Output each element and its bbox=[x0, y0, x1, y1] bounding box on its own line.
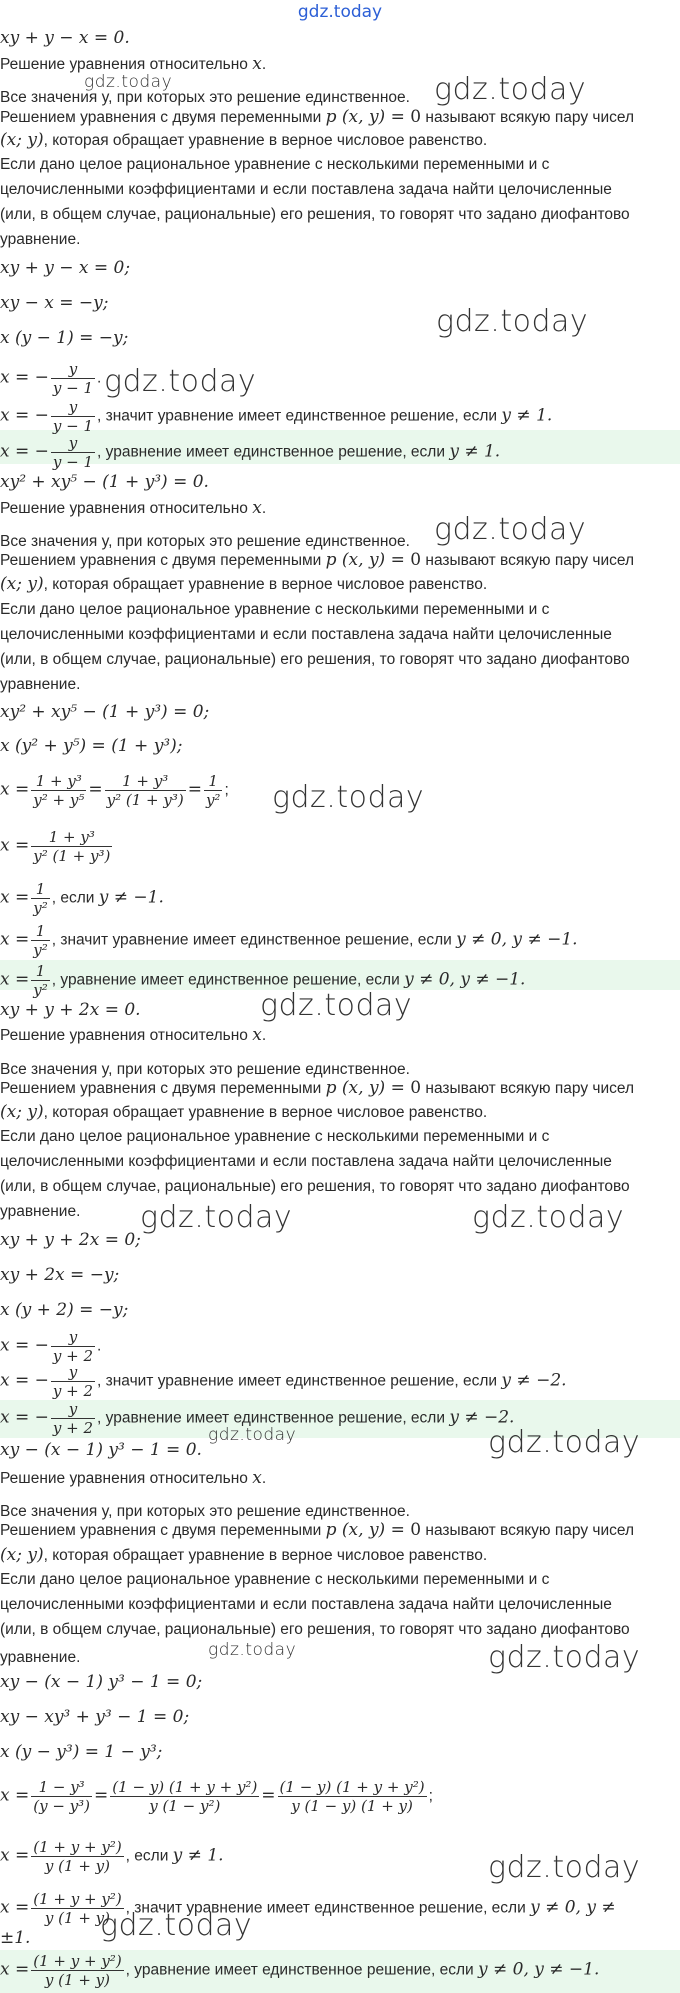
watermark: gdz.today bbox=[434, 512, 587, 547]
watermark: gdz.today bbox=[488, 1425, 641, 1460]
diophantine-text: уравнение. bbox=[0, 1203, 81, 1220]
step: x (y + 2) = −y; bbox=[0, 1300, 129, 1320]
answer-line: x = − $\frac{y}{y + 2}$ , уравнение имеет единственное решение, если y ≠ −2. bbox=[0, 1400, 515, 1437]
watermark: gdz.today bbox=[100, 1908, 253, 1943]
problem-equation: xy + y + 2x = 0. bbox=[0, 1000, 141, 1020]
solve-line: Решение уравнения относительно x. bbox=[0, 1025, 267, 1045]
step-fraction: x = − $\frac{y}{y + 2}$ . bbox=[0, 1328, 102, 1365]
watermark: gdz.today bbox=[488, 1850, 641, 1885]
diophantine-text: уравнение. bbox=[0, 1649, 81, 1666]
problem-equation: xy − (x − 1) y³ − 1 = 0. bbox=[0, 1440, 202, 1460]
site-logo[interactable]: gdz.today bbox=[297, 2, 383, 22]
step-fraction: x = $\frac{\text{1 + y³}}{\text{y² + y⁵}}$ = $\frac{\text{1 + y³}}{\text{y² (1 + y³)}}$ = $\frac{1}{\text{y²}}$ ; bbox=[0, 772, 229, 809]
diophantine-text: Если дано целое рациональное уравнение с несколькими переменными и с bbox=[0, 1128, 550, 1145]
answer-line: x = $\frac{\text{(1 + y + y²)}}{y (1 + y)}$ , уравнение имеет единственное решение, если y ≠ 0, y ≠ −1. bbox=[0, 1952, 600, 1989]
definition-line: Решением уравнения с двумя переменными p (x, y) = 0 называют всякую пару чисел bbox=[0, 1078, 635, 1098]
step-fraction: x = $\frac{1}{\text{y²}}$ , значит уравнение имеет единственное решение, если y ≠ 0, y ≠ −1. bbox=[0, 922, 578, 959]
diophantine-text: Если дано целое рациональное уравнение с несколькими переменными и с bbox=[0, 156, 550, 173]
problem-equation: xy² + xy⁵ − (1 + y³) = 0. bbox=[0, 472, 209, 492]
all-values-line: Все значения y, при которых это решение единственное. bbox=[0, 1061, 410, 1078]
answer-line: x = − $\frac{y}{y - 1}$ , уравнение имеет единственное решение, если y ≠ 1. bbox=[0, 434, 501, 471]
step-fraction: x = − $\frac{y}{y + 2}$ , значит уравнение имеет единственное решение, если y ≠ −2. bbox=[0, 1363, 567, 1400]
diophantine-text: (или, в общем случае, рациональные) его решения, то говорят что задано диофантово bbox=[0, 1178, 630, 1195]
diophantine-text: уравнение. bbox=[0, 231, 81, 248]
watermark: gdz.today bbox=[472, 1200, 625, 1235]
solve-line: Решение уравнения относительно x. bbox=[0, 1468, 267, 1488]
diophantine-text: (или, в общем случае, рациональные) его решения, то говорят что задано диофантово bbox=[0, 206, 630, 223]
step: xy − xy³ + y³ − 1 = 0; bbox=[0, 1707, 190, 1727]
watermark: gdz.today bbox=[208, 1425, 297, 1445]
problem-equation: xy + y − x = 0. bbox=[0, 28, 130, 48]
diophantine-text: уравнение. bbox=[0, 676, 81, 693]
definition-line-2: (x; y), которая обращает уравнение в верное числовое равенство. bbox=[0, 574, 488, 594]
step-fraction: x = $\frac{1}{\text{y²}}$ , если y ≠ −1. bbox=[0, 880, 164, 917]
watermark: gdz.today bbox=[208, 1640, 297, 1660]
diophantine-text: (или, в общем случае, рациональные) его решения, то говорят что задано диофантово bbox=[0, 651, 630, 668]
step: x (y − 1) = −y; bbox=[0, 328, 129, 348]
diophantine-text: целочисленными коэффициентами и если поставлена задача найти целочисленные bbox=[0, 1596, 612, 1613]
diophantine-text: Если дано целое рациональное уравнение с несколькими переменными и с bbox=[0, 601, 550, 618]
diophantine-text: целочисленными коэффициентами и если поставлена задача найти целочисленные bbox=[0, 626, 612, 643]
diophantine-text: целочисленными коэффициентами и если поставлена задача найти целочисленные bbox=[0, 1153, 612, 1170]
step: xy + 2x = −y; bbox=[0, 1265, 120, 1285]
diophantine-text: целочисленными коэффициентами и если поставлена задача найти целочисленные bbox=[0, 181, 612, 198]
watermark: gdz.today bbox=[104, 364, 257, 399]
watermark: gdz.today bbox=[272, 780, 425, 815]
all-values-line: Все значения y, при которых это решение единственное. bbox=[0, 89, 410, 106]
step-fraction: x = $\frac{\text{(1 + y + y²)}}{y (1 + y)}$ , значит уравнение имеет единственное решение, если y ≠ 0, y ≠ bbox=[0, 1890, 616, 1927]
step: x (y² + y⁵) = (1 + y³); bbox=[0, 736, 183, 756]
all-values-line: Все значения y, при которых это решение единственное. bbox=[0, 533, 410, 550]
watermark: gdz.today bbox=[436, 304, 589, 339]
step-fraction: x = $\frac{\text{1 − y³}}{\text{(y − y³)}}$ = $\frac{\text{(1 − y) (1 + y + y²)}}{\text{y (1 − y²)}}$ = $\frac{\text{(1 − y) (1 + y + y²)}}{y (1 - y) (1 + y)}$ ; bbox=[0, 1778, 433, 1815]
definition-line-2: (x; y), которая обращает уравнение в верное числовое равенство. bbox=[0, 130, 488, 150]
solve-line: Решение уравнения относительно x. bbox=[0, 498, 267, 518]
step: xy − x = −y; bbox=[0, 293, 109, 313]
definition-line: Решением уравнения с двумя переменными p (x, y) = 0 называют всякую пару чисел bbox=[0, 1520, 635, 1540]
step: xy + y − x = 0; bbox=[0, 258, 131, 278]
watermark: gdz.today bbox=[260, 988, 413, 1023]
step: xy² + xy⁵ − (1 + y³) = 0; bbox=[0, 702, 210, 722]
definition-line: Решением уравнения с двумя переменными p (x, y) = 0 называют всякую пару чисел bbox=[0, 550, 635, 570]
watermark: gdz.today bbox=[488, 1640, 641, 1675]
all-values-line: Все значения y, при которых это решение единственное. bbox=[0, 1503, 410, 1520]
step: ±1. bbox=[0, 1928, 31, 1948]
diophantine-text: Если дано целое рациональное уравнение с несколькими переменными и с bbox=[0, 1571, 550, 1588]
step: xy − (x − 1) y³ − 1 = 0; bbox=[0, 1672, 203, 1692]
step: x (y − y³) = 1 − y³; bbox=[0, 1742, 163, 1762]
watermark: gdz.today bbox=[434, 72, 587, 107]
definition-line-2: (x; y), которая обращает уравнение в верное числовое равенство. bbox=[0, 1545, 488, 1565]
watermark: gdz.today bbox=[84, 72, 173, 92]
answer-line: x = $\frac{1}{\text{y²}}$ , уравнение имеет единственное решение, если y ≠ 0, y ≠ −1. bbox=[0, 962, 526, 999]
step-fraction: x = − $\frac{y}{y - 1}$ , значит уравнение имеет единственное решение, если y ≠ 1. bbox=[0, 398, 553, 435]
definition-line-2: (x; y), которая обращает уравнение в верное числовое равенство. bbox=[0, 1102, 488, 1122]
step-fraction: x = $\frac{\text{(1 + y + y²)}}{y (1 + y)}$ , если y ≠ 1. bbox=[0, 1838, 224, 1875]
solve-line: Решение уравнения относительно x. bbox=[0, 54, 267, 74]
step: xy + y + 2x = 0; bbox=[0, 1230, 141, 1250]
step-fraction: x = − $\frac{y}{y - 1}$ . bbox=[0, 360, 102, 397]
diophantine-text: (или, в общем случае, рациональные) его решения, то говорят что задано диофантово bbox=[0, 1621, 630, 1638]
definition-line: Решением уравнения с двумя переменными p (x, y) = 0 называют всякую пару чисел bbox=[0, 107, 635, 127]
step-fraction: x = $\frac{\text{1 + y³}}{\text{y² (1 + y³)}}$ bbox=[0, 828, 111, 865]
watermark: gdz.today bbox=[140, 1200, 293, 1235]
